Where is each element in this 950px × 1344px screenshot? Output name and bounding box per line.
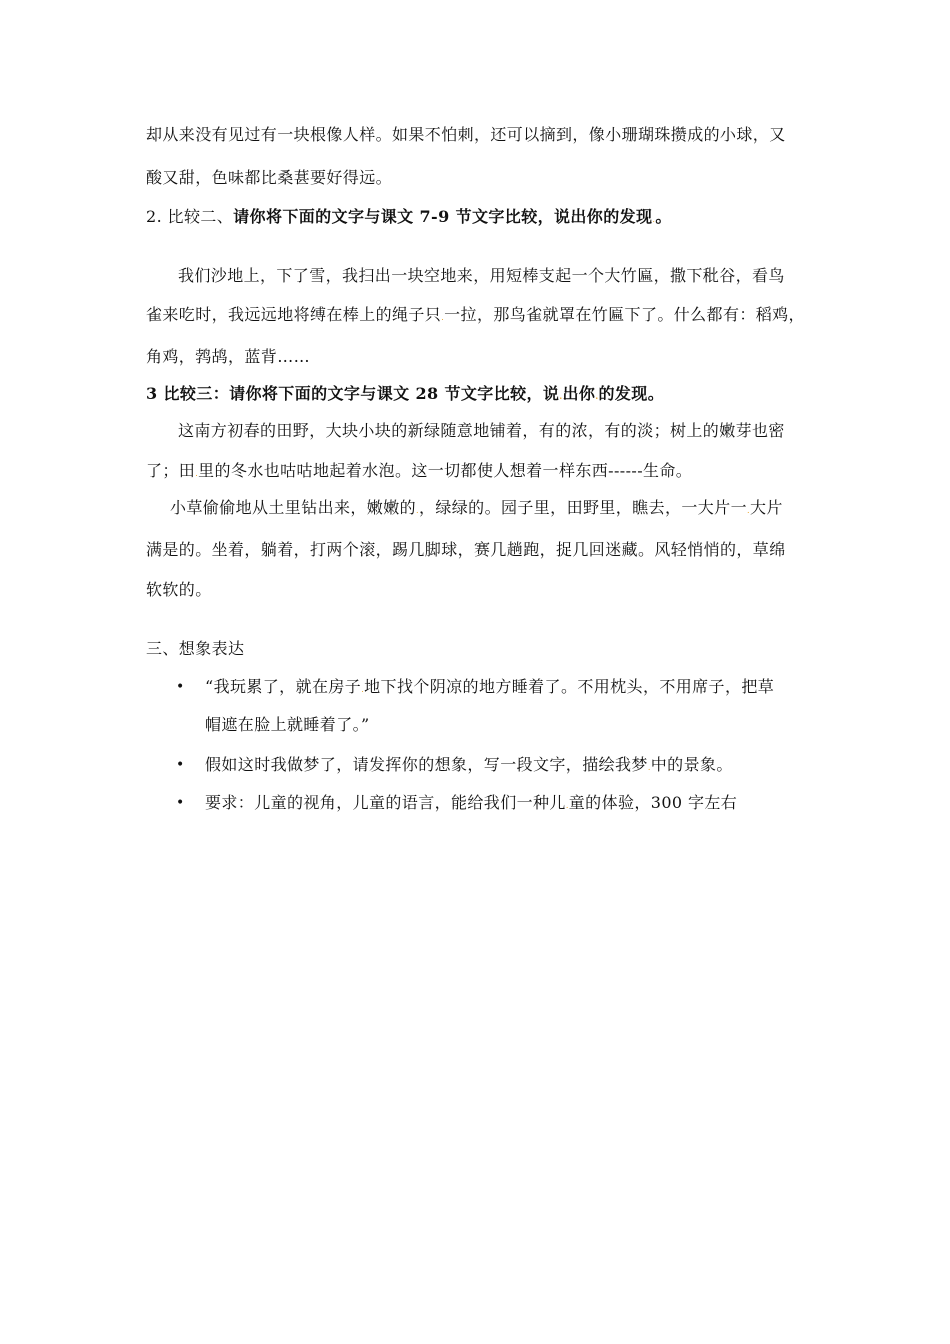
edit-mark: . — [559, 391, 563, 401]
edit-mark: . — [361, 685, 365, 694]
compare3-p3-start: 小草偷偷地从土里钻出来，嫩嫩的 — [170, 498, 417, 517]
bullet-3-text-start: 要求：儿童的视角，儿童的语言，能给我们一种儿 — [205, 793, 566, 812]
bullet-2-text — [205, 755, 733, 778]
bullet-3-text — [205, 793, 737, 816]
compare3-heading-part-c: 的发现。 — [598, 384, 665, 403]
edit-mark: . — [416, 506, 419, 515]
compare3-heading — [146, 384, 664, 406]
edit-mark: . — [441, 313, 445, 322]
compare2-heading-end: 。 — [655, 207, 672, 226]
compare3-p3-end: 大片 — [749, 498, 783, 517]
intro-line-2: 酸又甜，色味都比桑葚要好得远。 — [146, 168, 393, 187]
bullet-1-line-1 — [205, 677, 774, 700]
bullet-1-text-start: “我玩累了，就在房子 — [205, 677, 362, 696]
compare2-paragraph-line-1: 我们沙地上，下了雪，我扫出一块空地来，用短棒支起一个大竹匾，撒下秕谷，看鸟 — [178, 266, 785, 285]
intro-line-1: 却从来没有见过有一块根像人样。如果不怕刺，还可以摘到，像小珊瑚珠攒成的小球，又 — [146, 125, 786, 144]
compare2-heading-text: 请你将下面的文字与课文 7-9 节文字比较，说出你的发现 — [233, 207, 653, 226]
bullet-3-text-end: 童的体验，300 字左右 — [568, 793, 738, 812]
compare2-heading — [146, 207, 672, 230]
edit-mark: . — [647, 763, 651, 772]
bullet-1-line-2: 帽遮在脸上就睡着了。” — [205, 715, 370, 734]
bullet-2-text-start: 假如这时我做梦了，请发挥你的想象，写一段文字，描绘我梦 — [205, 755, 648, 774]
compare2-p2-end: 一拉，那鸟雀就罩在竹匾下了。什么都有：稻鸡， — [444, 305, 805, 324]
compare3-p3-middle: ，绿绿的。园子里，田野里，瞧去，一大片一 — [418, 498, 747, 517]
compare2-paragraph-line-2 — [146, 305, 805, 328]
compare3-paragraph-line-3 — [170, 498, 783, 521]
edit-mark: . — [565, 801, 569, 810]
edit-mark: . — [652, 215, 656, 224]
compare3-p2-start: 了；田 — [146, 461, 196, 480]
edit-mark: . — [195, 469, 199, 478]
compare2-prefix: 2. 比较二、 — [146, 207, 234, 226]
edit-mark: . — [595, 391, 599, 401]
compare2-paragraph-line-3: 角鸡，鹁鸪，蓝背…… — [146, 347, 311, 366]
bullet-1: • — [176, 679, 185, 695]
compare3-heading-part-b: 出你 — [562, 384, 596, 403]
section3-title: 三、想象表达 — [146, 639, 245, 658]
compare3-heading-part-a: 3 比较三：请你将下面的文字与课文 28 节文字比较，说 — [146, 384, 560, 403]
bullet-3: • — [176, 795, 185, 811]
compare3-paragraph-line-1: 这南方初春的田野，大块小块的新绿随意地铺着，有的浓，有的淡；树上的嫩芽也密 — [178, 421, 785, 440]
bullet-1-text-end: 地下找个阴凉的地方睡着了。不用枕头，不用席子，把草 — [364, 677, 775, 696]
compare2-p2-start: 雀来吃时，我远远地将缚在棒上的绳子只 — [146, 305, 442, 324]
compare3-paragraph-line-5: 软软的。 — [146, 580, 212, 599]
bullet-2: • — [176, 757, 185, 773]
edit-mark: . — [746, 506, 750, 515]
compare3-p2-end: 里的冬水也咕咕地起着水泡。这一切都使人想着一样东西------生命。 — [198, 461, 693, 480]
bullet-2-text-end: 中的景象。 — [650, 755, 733, 774]
compare3-paragraph-line-2 — [146, 461, 692, 484]
compare3-paragraph-line-4: 满是的。坐着，躺着，打两个滚，踢几脚球，赛几趟跑，捉几回迷藏。风轻悄悄的，草绵 — [146, 540, 786, 559]
